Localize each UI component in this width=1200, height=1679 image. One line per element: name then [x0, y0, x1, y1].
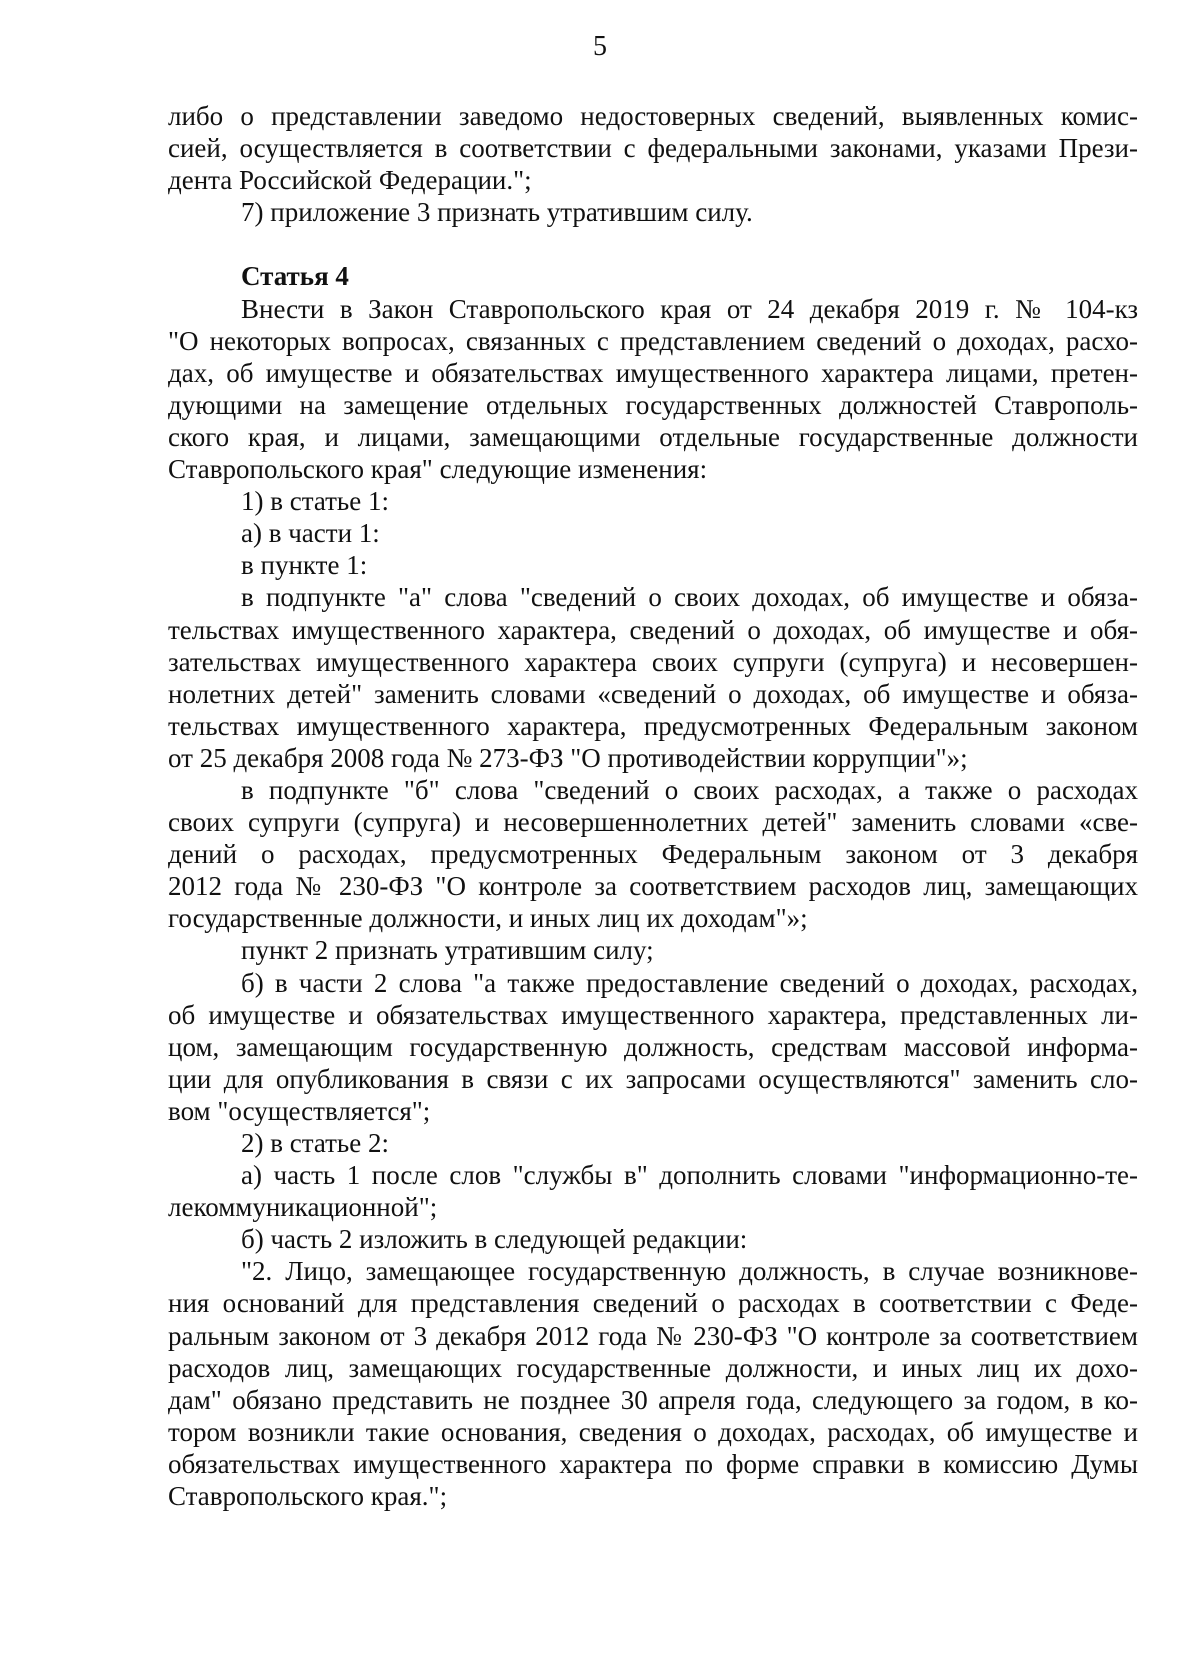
text-line: б) часть 2 изложить в следующей редакции:	[241, 1224, 748, 1255]
text-line: своих супруги (супруга) и несовершеннолетних детей" заменить словами «све-	[168, 807, 1138, 838]
text-line: ции для опубликования в связи с их запросами осуществляются" заменить сло-	[168, 1063, 1138, 1094]
document-body	[168, 100, 1138, 1512]
text-line: нолетних детей" заменить словами «сведений о доходах, об имуществе и обяза-	[168, 678, 1138, 709]
text-line: государственные должности, и иных лиц их доходам"»;	[168, 903, 808, 934]
text-line: в подпункте "б" слова "сведений о своих расходах, а также о расходах	[241, 774, 1138, 805]
text-line: либо о представлении заведомо недостоверных сведений, выявленных комис-	[168, 101, 1138, 131]
text-line: в пункте 1:	[241, 550, 368, 581]
text-line: Внести в Закон Ставропольского края от 24 декабря 2019 г. № 104-кз	[241, 293, 1138, 324]
text-line: пункт 2 признать утратившим силу;	[241, 935, 654, 966]
text-line: а) в части 1:	[241, 518, 380, 549]
text-line: 2012 года № 230-ФЗ "О контроле за соответствием расходов лиц, замещающих	[168, 871, 1138, 902]
text-line: в подпункте "а" слова "сведений о своих доходах, об имуществе и обяза-	[241, 582, 1138, 613]
text-line: зательствах имущественного характера своих супруги (супруга) и несовершен-	[168, 646, 1138, 677]
text-line: б) в части 2 слова "а также предоставление сведений о доходах, расходах,	[241, 967, 1138, 998]
text-line: сией, осуществляется в соответствии с федеральными законами, указами Прези-	[168, 133, 1138, 164]
text-line: дующими на замещение отдельных государственных должностей Ставрополь-	[168, 389, 1138, 420]
page-number: 5	[593, 31, 607, 62]
text-line: цом, замещающим государственную должность, средствам массовой информа-	[168, 1031, 1138, 1062]
text-line: лекоммуникационной";	[168, 1192, 438, 1223]
text-line: дений о расходах, предусмотренных Федеральным законом от 3 декабря	[168, 839, 1138, 870]
text-line: 2) в статье 2:	[241, 1128, 389, 1158]
text-line: тельствах имущественного характера, предусмотренных Федеральным законом	[168, 710, 1138, 741]
text-line: ральным законом от 3 декабря 2012 года № 230-ФЗ "О контроле за соответствием	[168, 1320, 1138, 1351]
text-line: тором возникли такие основания, сведения о доходах, расходах, об имуществе и	[168, 1416, 1138, 1447]
text-line: ского края, и лицами, замещающими отдельные государственные должности	[168, 421, 1138, 452]
text-line: "О некоторых вопросах, связанных с представлением сведений о доходах, расхо-	[168, 325, 1138, 356]
text-line: от 25 декабря 2008 года № 273-ФЗ "О противодействии коррупции"»;	[168, 742, 968, 773]
text-line: обязательствах имущественного характера по форме справки в комиссию Думы	[168, 1448, 1138, 1479]
text-line: "2. Лицо, замещающее государственную должность, в случае возникнове-	[241, 1256, 1138, 1287]
text-line: Ставропольского края.";	[168, 1481, 448, 1512]
text-line: ния оснований для представления сведений о расходах в соответствии с Феде-	[168, 1288, 1138, 1319]
article-heading: Статья 4	[241, 261, 349, 292]
text-line: дента Российской Федерации.";	[168, 165, 532, 196]
text-line: 7) приложение 3 признать утратившим силу.	[241, 197, 753, 228]
text-line: вом "осуществляется";	[168, 1095, 431, 1126]
text-line: дах, об имуществе и обязательствах имущественного характера лицами, претен-	[168, 357, 1138, 388]
text-line: об имуществе и обязательствах имущественного характера, представленных ли-	[168, 999, 1138, 1030]
blank-line	[168, 228, 1138, 260]
text-line: тельствах имущественного характера, сведений о доходах, об имуществе и обя-	[168, 614, 1138, 645]
text-line: дам" обязано представить не позднее 30 апреля года, следующего за годом, в ко-	[168, 1384, 1138, 1415]
text-line: Ставропольского края" следующие изменения:	[168, 454, 708, 485]
text-line: 1) в статье 1:	[241, 486, 389, 517]
text-line: расходов лиц, замещающих государственные должности, и иных лиц их дохо-	[168, 1352, 1138, 1383]
text-line: а) часть 1 после слов "службы в" дополнить словами "информационно-те-	[241, 1160, 1138, 1191]
